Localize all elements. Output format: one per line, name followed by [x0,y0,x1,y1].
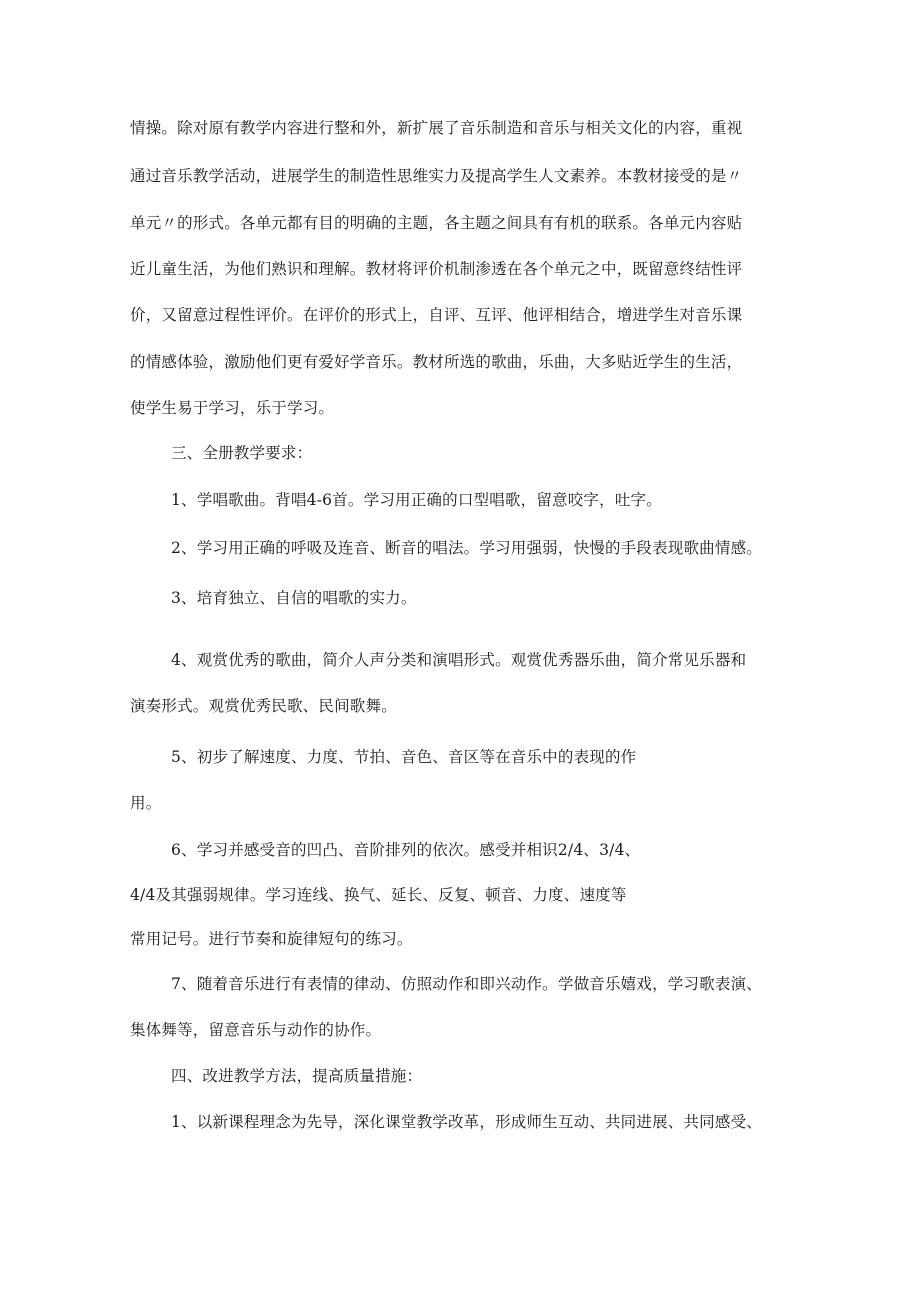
list-item: 2、学习用正确的呼吸及连音、断音的唱法。学习用强弱，快慢的手段表现歌曲情感。 [171,539,762,557]
list-item-continued: 集体舞等，留意音乐与动作的协作。 [130,1021,382,1039]
list-item: 5、初步了解速度、力度、节拍、音色、音区等在音乐中的表现的作 [171,748,637,766]
list-item-continued: 用。 [130,794,162,812]
section-heading: 三、全册教学要求： [171,444,313,462]
paragraph-line: 单元〃的形式。各单元都有目的明确的主题，各主题之间具有有机的联系。各单元内容贴 [130,214,743,232]
list-item: 1、以新课程理念为先导，深化课堂教学改革，形成师生互动、共同进展、共同感受、 [171,1113,762,1131]
list-item: 6、学习并感受音的凹凸、音阶排列的依次。感受并相识2/4、3/4、 [171,841,641,859]
list-item: 1、学唱歌曲。背唱4-6首。学习用正确的口型唱歌，留意咬字，吐字。 [171,491,662,509]
list-item-continued: 常用记号。进行节奏和旋律短句的练习。 [130,930,413,948]
list-item: 4、观赏优秀的歌曲，简介人声分类和演唱形式。观赏优秀器乐曲，简介常见乐器和 [171,651,747,669]
paragraph-line: 通过音乐教学活动，进展学生的制造性思维实力及提高学生人文素养。本教材接受的是〃 [130,167,743,185]
list-item-continued: 4/4及其强弱规律。学习连线、换气、延长、反复、顿音、力度、速度等 [130,886,627,904]
paragraph-line: 使学生易于学习，乐于学习。 [130,399,335,417]
paragraph-line: 价，又留意过程性评价。在评价的形式上，自评、互评、他评相结合，增进学生对音乐课 [130,306,743,324]
section-heading: 四、改进教学方法，提高质量措施： [171,1067,423,1085]
paragraph-line: 的情感体验，激励他们更有爱好学音乐。教材所选的歌曲，乐曲，大多贴近学生的生活， [130,353,743,371]
list-item-continued: 演奏形式。观赏优秀民歌、民间歌舞。 [130,697,397,715]
list-item: 3、培育独立、自信的唱歌的实力。 [171,589,417,607]
paragraph-line: 近儿童生活，为他们熟识和理解。教材将评价机制渗透在各个单元之中，既留意终结性评 [130,260,743,278]
paragraph-line: 情操。除对原有教学内容进行整和外，新扩展了音乐制造和音乐与相关文化的内容，重视 [130,119,743,137]
list-item: 7、随着音乐进行有表情的律动、仿照动作和即兴动作。学做音乐嬉戏，学习歌表演、 [171,975,762,993]
